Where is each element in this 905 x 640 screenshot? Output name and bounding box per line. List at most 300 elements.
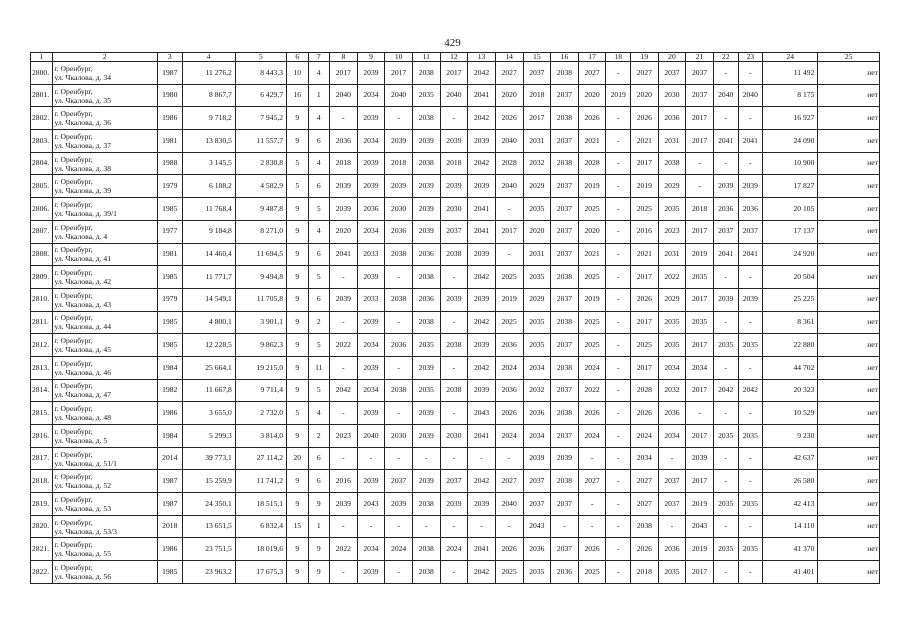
address-street: ул. Чкалова, д. 39 xyxy=(54,186,111,196)
table-cell: 6 xyxy=(308,288,330,311)
column-number-18: 18 xyxy=(606,53,631,62)
table-cell: - xyxy=(385,107,413,130)
address-cell xyxy=(52,107,157,130)
table-cell: 10 900 xyxy=(763,152,818,175)
table-cell: 2037 xyxy=(551,175,579,198)
table-cell: 2017 xyxy=(440,62,468,85)
table-cell: - xyxy=(440,356,468,379)
table-cell: - xyxy=(713,107,738,130)
table-cell: - xyxy=(606,470,631,493)
address-cell xyxy=(52,311,157,334)
table-cell: 2032 xyxy=(658,379,686,402)
table-cell: 2035 xyxy=(738,425,763,448)
table-cell: 2021 xyxy=(578,130,606,153)
table-cell: - xyxy=(578,515,606,538)
table-cell: 2041 xyxy=(713,130,738,153)
table-cell: 2034 xyxy=(357,379,385,402)
table-cell: 2042 xyxy=(330,379,358,402)
table-cell: 2037 xyxy=(551,220,579,243)
table-cell: 2026 xyxy=(578,402,606,425)
table-cell: 2039 xyxy=(385,493,413,516)
address-cell xyxy=(52,515,157,538)
row-number-cell: 2808. xyxy=(31,243,53,266)
table-cell: 17 675,3 xyxy=(235,561,286,584)
table-cell: 2039 xyxy=(468,288,496,311)
table-cell: 2036 xyxy=(738,198,763,221)
table-cell: 2020 xyxy=(578,84,606,107)
address-street: ул. Чкалова, д. 36 xyxy=(54,118,111,128)
table-cell: 2040 xyxy=(385,84,413,107)
table-cell: 2037 xyxy=(523,62,551,85)
table-cell: 2017 xyxy=(495,220,523,243)
table-cell: - xyxy=(385,311,413,334)
address-city: г. Оренбург, xyxy=(54,268,93,278)
row-number-cell: 2803. xyxy=(31,130,53,153)
table-cell: 2034 xyxy=(357,538,385,561)
table-cell: 2035 xyxy=(523,198,551,221)
table-cell: 14 110 xyxy=(763,515,818,538)
table-cell: 6 832,4 xyxy=(235,515,286,538)
address-city: г. Оренбург, xyxy=(54,426,93,436)
table-cell: 1987 xyxy=(157,470,182,493)
table-cell: 1981 xyxy=(157,243,182,266)
table-row xyxy=(31,152,880,175)
table-cell: 2039 xyxy=(357,470,385,493)
table-cell: 2017 xyxy=(330,62,358,85)
table-cell: - xyxy=(606,62,631,85)
row-number-cell: 2815. xyxy=(31,402,53,425)
table-cell: 2039 xyxy=(440,493,468,516)
table-cell: - xyxy=(551,515,579,538)
table-cell: - xyxy=(578,447,606,470)
table-cell: 2023 xyxy=(330,425,358,448)
table-cell: 2 xyxy=(308,311,330,334)
table-cell: 23 963,2 xyxy=(182,561,235,584)
table-row xyxy=(31,198,880,221)
address-street: ул. Чкалова, д. 47 xyxy=(54,390,111,400)
table-cell: - xyxy=(440,515,468,538)
table-cell: 2037 xyxy=(686,84,714,107)
table-cell: 1985 xyxy=(157,561,182,584)
table-cell: 2025 xyxy=(578,311,606,334)
table-cell: - xyxy=(330,447,358,470)
table-cell: 15 xyxy=(287,515,309,538)
table-cell: 2039 xyxy=(357,561,385,584)
table-cell: 4 800,1 xyxy=(182,311,235,334)
table-cell: 2017 xyxy=(631,266,659,289)
table-cell: - xyxy=(440,107,468,130)
table-cell: 2039 xyxy=(713,288,738,311)
table-cell: 2042 xyxy=(468,152,496,175)
table-cell: 2017 xyxy=(686,130,714,153)
table-cell: - xyxy=(330,356,358,379)
address-street: ул. Чкалова, д. 46 xyxy=(54,367,111,377)
table-cell: 2039 xyxy=(412,175,440,198)
table-cell: 9 184,8 xyxy=(182,220,235,243)
table-cell: - xyxy=(606,152,631,175)
table-cell: - xyxy=(468,515,496,538)
table-cell: 2019 xyxy=(495,288,523,311)
table-cell: - xyxy=(738,447,763,470)
table-cell: 2041 xyxy=(713,243,738,266)
address-city: г. Оренбург, xyxy=(54,63,93,73)
table-cell: 9 487,8 xyxy=(235,198,286,221)
column-number-13: 13 xyxy=(468,53,496,62)
address-cell xyxy=(52,425,157,448)
address-street: ул. Чкалова, д. 41 xyxy=(54,254,111,264)
table-cell: - xyxy=(606,175,631,198)
table-cell: 2035 xyxy=(412,334,440,357)
table-cell: - xyxy=(738,470,763,493)
table-row xyxy=(31,243,880,266)
address-city: г. Оренбург, xyxy=(54,131,93,141)
table-cell: 2025 xyxy=(495,311,523,334)
note-cell: нет xyxy=(818,84,880,107)
table-cell: 9 xyxy=(287,538,309,561)
table-cell: - xyxy=(658,515,686,538)
row-number-cell: 2816. xyxy=(31,425,53,448)
table-cell: - xyxy=(495,198,523,221)
table-cell: 2037 xyxy=(658,493,686,516)
address-cell xyxy=(52,220,157,243)
table-cell: 2036 xyxy=(412,288,440,311)
table-cell: 44 702 xyxy=(763,356,818,379)
table-cell: 2036 xyxy=(495,334,523,357)
table-cell: - xyxy=(606,402,631,425)
table-cell: 13 651,5 xyxy=(182,515,235,538)
column-number-4: 4 xyxy=(182,53,235,62)
table-cell: 9 xyxy=(287,266,309,289)
table-cell: - xyxy=(713,470,738,493)
table-cell: 2034 xyxy=(357,130,385,153)
table-cell: 2020 xyxy=(330,220,358,243)
table-cell: - xyxy=(385,561,413,584)
table-cell: 2037 xyxy=(551,130,579,153)
table-cell: 2039 xyxy=(357,311,385,334)
table-cell: 41 370 xyxy=(763,538,818,561)
address-cell xyxy=(52,561,157,584)
column-number-row xyxy=(31,53,880,62)
table-cell: 18 515,1 xyxy=(235,493,286,516)
note-cell: нет xyxy=(818,288,880,311)
table-cell: 2031 xyxy=(658,130,686,153)
table-cell: 2035 xyxy=(713,538,738,561)
table-cell: 2037 xyxy=(523,470,551,493)
table-cell: 1 xyxy=(308,84,330,107)
table-cell: 9 xyxy=(287,493,309,516)
table-cell: 2022 xyxy=(330,538,358,561)
table-cell: 2039 xyxy=(440,130,468,153)
table-cell: 2035 xyxy=(658,334,686,357)
table-cell: - xyxy=(606,334,631,357)
table-cell: - xyxy=(578,493,606,516)
table-cell: 2035 xyxy=(686,311,714,334)
column-number-8: 8 xyxy=(330,53,358,62)
address-cell xyxy=(52,84,157,107)
table-row xyxy=(31,62,880,85)
note-cell: нет xyxy=(818,266,880,289)
table-cell: 1979 xyxy=(157,288,182,311)
address-street: ул. Чкалова, д. 5 xyxy=(54,435,108,445)
table-cell: 9 xyxy=(287,220,309,243)
table-cell: 2040 xyxy=(440,84,468,107)
table-cell: 2038 xyxy=(440,334,468,357)
note-cell: нет xyxy=(818,311,880,334)
address-street: ул. Чкалова, д. 53/3 xyxy=(54,526,117,536)
table-cell: 2017 xyxy=(686,220,714,243)
note-cell: нет xyxy=(818,334,880,357)
table-cell: 25 225 xyxy=(763,288,818,311)
row-number-cell: 2804. xyxy=(31,152,53,175)
table-cell: 24 350,1 xyxy=(182,493,235,516)
table-cell: 2038 xyxy=(551,107,579,130)
table-cell: 2031 xyxy=(523,243,551,266)
table-cell: - xyxy=(606,538,631,561)
table-cell: 2027 xyxy=(495,470,523,493)
address-city: г. Оренбург, xyxy=(54,358,93,368)
address-city: г. Оренбург, xyxy=(54,381,93,391)
note-cell: нет xyxy=(818,470,880,493)
table-cell: - xyxy=(713,62,738,85)
table-cell: 2039 xyxy=(412,220,440,243)
table-cell: 11 705,8 xyxy=(235,288,286,311)
table-cell: 24 090 xyxy=(763,130,818,153)
table-cell: 2026 xyxy=(631,288,659,311)
table-cell: 2035 xyxy=(738,538,763,561)
table-cell: 6 188,2 xyxy=(182,175,235,198)
table-cell: 41 401 xyxy=(763,561,818,584)
table-cell: 2037 xyxy=(713,220,738,243)
address-cell xyxy=(52,470,157,493)
table-cell: 2038 xyxy=(385,379,413,402)
table-cell: 2036 xyxy=(658,107,686,130)
table-cell: - xyxy=(606,266,631,289)
table-cell: 2036 xyxy=(412,243,440,266)
table-cell: 2017 xyxy=(631,356,659,379)
table-cell: 2037 xyxy=(551,334,579,357)
table-cell: 26 580 xyxy=(763,470,818,493)
note-cell: нет xyxy=(818,515,880,538)
table-cell: 22 880 xyxy=(763,334,818,357)
table-cell: 2033 xyxy=(357,243,385,266)
table-cell: - xyxy=(738,107,763,130)
table-cell: 1987 xyxy=(157,62,182,85)
table-cell: 11 694,5 xyxy=(235,243,286,266)
table-cell: 2028 xyxy=(631,379,659,402)
table-cell: 2018 xyxy=(157,515,182,538)
table-cell: 2043 xyxy=(357,493,385,516)
table-cell: 2041 xyxy=(468,198,496,221)
table-cell: 9 xyxy=(308,538,330,561)
table-cell: 2025 xyxy=(495,266,523,289)
table-cell: 2036 xyxy=(495,379,523,402)
table-cell: 2039 xyxy=(357,62,385,85)
table-cell: 2038 xyxy=(551,311,579,334)
table-cell: 9 862,3 xyxy=(235,334,286,357)
row-number-cell: 2800. xyxy=(31,62,53,85)
column-number-23: 23 xyxy=(738,53,763,62)
table-cell: 2020 xyxy=(523,220,551,243)
table-cell: 2021 xyxy=(631,243,659,266)
table-cell: 2039 xyxy=(357,175,385,198)
address-cell xyxy=(52,538,157,561)
table-cell: 2017 xyxy=(385,62,413,85)
table-cell: 2038 xyxy=(412,266,440,289)
table-cell: 2016 xyxy=(631,220,659,243)
table-cell: 2024 xyxy=(385,538,413,561)
table-cell: 23 751,5 xyxy=(182,538,235,561)
table-cell: 39 773,1 xyxy=(182,447,235,470)
table-cell: - xyxy=(495,447,523,470)
table-cell: 2027 xyxy=(495,62,523,85)
table-cell: 5 xyxy=(287,402,309,425)
table-cell: 6 xyxy=(308,175,330,198)
table-cell: 2039 xyxy=(412,356,440,379)
table-cell: 11 667,8 xyxy=(182,379,235,402)
table-cell: - xyxy=(440,266,468,289)
table-cell: 2038 xyxy=(551,152,579,175)
table-cell: 6 429,7 xyxy=(235,84,286,107)
table-cell: - xyxy=(606,220,631,243)
table-cell: 1985 xyxy=(157,198,182,221)
table-cell: 2035 xyxy=(738,493,763,516)
table-cell: 3 901,1 xyxy=(235,311,286,334)
address-street: ул. Чкалова, д. 53 xyxy=(54,503,111,513)
table-cell: 2032 xyxy=(523,152,551,175)
table-cell: - xyxy=(738,152,763,175)
table-cell: - xyxy=(357,515,385,538)
table-cell: 9 xyxy=(287,356,309,379)
table-cell: 2039 xyxy=(412,425,440,448)
address-city: г. Оренбург, xyxy=(54,222,93,232)
table-cell: 2039 xyxy=(357,107,385,130)
table-cell: 2026 xyxy=(495,107,523,130)
note-cell: нет xyxy=(818,243,880,266)
row-number-cell: 2819. xyxy=(31,493,53,516)
table-cell: 9 xyxy=(287,311,309,334)
table-cell: 2039 xyxy=(330,198,358,221)
address-city: г. Оренбург, xyxy=(54,472,93,482)
address-city: г. Оренбург, xyxy=(54,86,93,96)
address-cell xyxy=(52,493,157,516)
row-number-cell: 2822. xyxy=(31,561,53,584)
table-cell: - xyxy=(606,515,631,538)
table-cell: 15 259,9 xyxy=(182,470,235,493)
table-cell: 14 460,4 xyxy=(182,243,235,266)
table-cell: 2026 xyxy=(495,538,523,561)
table-cell: 2014 xyxy=(157,447,182,470)
table-cell: 2027 xyxy=(578,62,606,85)
column-number-24: 24 xyxy=(763,53,818,62)
table-cell: 2 732,0 xyxy=(235,402,286,425)
table-row xyxy=(31,538,880,561)
table-cell: - xyxy=(440,402,468,425)
table-cell: - xyxy=(738,515,763,538)
table-cell: 2035 xyxy=(713,493,738,516)
table-cell: 2039 xyxy=(523,447,551,470)
table-cell: 2036 xyxy=(330,130,358,153)
address-cell xyxy=(52,356,157,379)
table-cell: 8 361 xyxy=(763,311,818,334)
table-cell: 2034 xyxy=(357,334,385,357)
table-cell: 9 xyxy=(287,288,309,311)
table-cell: 2 830,8 xyxy=(235,152,286,175)
table-cell: 4 582,9 xyxy=(235,175,286,198)
column-number-16: 16 xyxy=(551,53,579,62)
table-cell: 8 271,0 xyxy=(235,220,286,243)
table-cell: 42 413 xyxy=(763,493,818,516)
table-cell: 2037 xyxy=(738,220,763,243)
note-cell: нет xyxy=(818,561,880,584)
table-cell: 2038 xyxy=(385,288,413,311)
table-cell: 8 443,3 xyxy=(235,62,286,85)
table-cell: 4 xyxy=(308,152,330,175)
table-cell: 2040 xyxy=(330,84,358,107)
address-city: г. Оренбург, xyxy=(54,449,93,459)
table-cell: 2041 xyxy=(468,538,496,561)
table-cell: 11 771,7 xyxy=(182,266,235,289)
table-cell: - xyxy=(738,402,763,425)
table-row xyxy=(31,266,880,289)
table-cell: - xyxy=(606,198,631,221)
table-cell: 2037 xyxy=(551,493,579,516)
column-number-17: 17 xyxy=(578,53,606,62)
address-street: ул. Чкалова, д. 45 xyxy=(54,345,111,355)
table-cell: 5 xyxy=(308,198,330,221)
table-cell: 2043 xyxy=(523,515,551,538)
table-cell: - xyxy=(606,288,631,311)
table-cell: 3 655,0 xyxy=(182,402,235,425)
table-cell: 2035 xyxy=(412,379,440,402)
column-number-10: 10 xyxy=(385,53,413,62)
table-cell: 2039 xyxy=(412,130,440,153)
column-number-1: 1 xyxy=(31,53,53,62)
row-number-cell: 2813. xyxy=(31,356,53,379)
table-cell: - xyxy=(686,175,714,198)
note-cell: нет xyxy=(818,379,880,402)
table-cell: 8 175 xyxy=(763,84,818,107)
table-cell: 2025 xyxy=(578,198,606,221)
table-cell: 2026 xyxy=(578,107,606,130)
column-number-3: 3 xyxy=(157,53,182,62)
address-city: г. Оренбург, xyxy=(54,290,93,300)
table-cell: 2017 xyxy=(686,561,714,584)
table-cell: - xyxy=(713,266,738,289)
table-cell: 2028 xyxy=(495,152,523,175)
table-cell: - xyxy=(606,379,631,402)
table-cell: 2042 xyxy=(738,379,763,402)
table-cell: 2041 xyxy=(738,130,763,153)
table-cell: 2039 xyxy=(468,379,496,402)
table-cell: - xyxy=(385,515,413,538)
table-cell: 5 xyxy=(308,379,330,402)
table-cell: 2017 xyxy=(686,379,714,402)
table-cell: 2024 xyxy=(578,356,606,379)
table-cell: 2039 xyxy=(440,288,468,311)
note-cell: нет xyxy=(818,175,880,198)
table-cell: - xyxy=(606,130,631,153)
table-cell: - xyxy=(713,402,738,425)
table-cell: 2039 xyxy=(357,152,385,175)
table-cell: 5 xyxy=(287,175,309,198)
table-cell: 4 xyxy=(308,220,330,243)
table-cell: 2029 xyxy=(523,288,551,311)
table-cell: 2024 xyxy=(578,425,606,448)
table-cell: 2036 xyxy=(658,402,686,425)
table-row xyxy=(31,379,880,402)
table-cell: 17 137 xyxy=(763,220,818,243)
table-cell: 2017 xyxy=(686,425,714,448)
